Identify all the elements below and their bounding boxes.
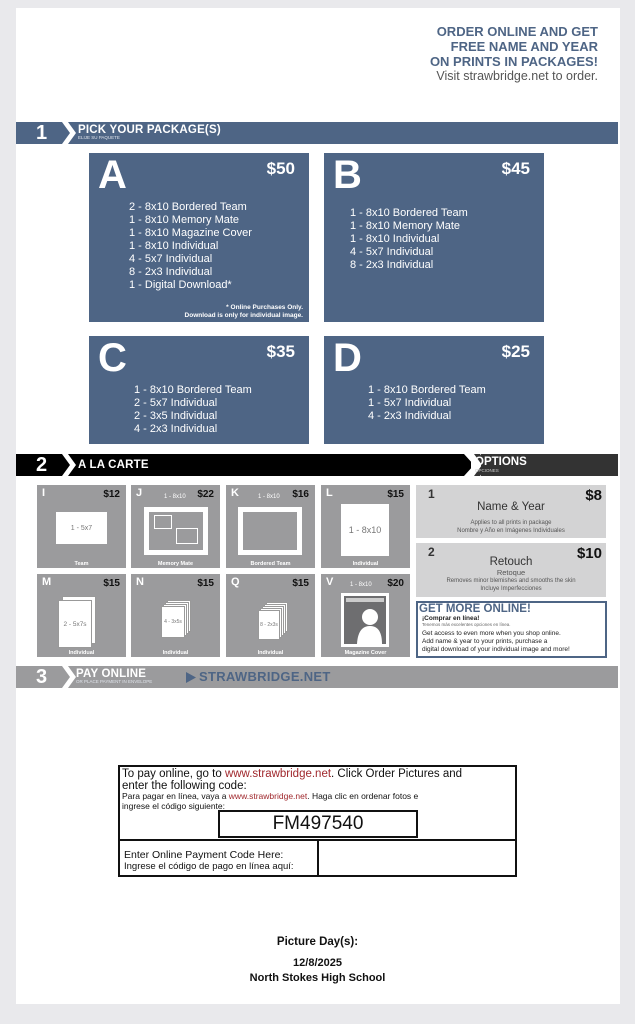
section-1-subtitle: ELIJE SU PAQUETE xyxy=(78,135,120,140)
promo-visit: Visit strawbridge.net to order. xyxy=(436,69,598,83)
get-more-title: GET MORE ONLINE! xyxy=(419,603,531,615)
package-price: $45 xyxy=(501,159,530,178)
package-item: 1 - 8x10 Bordered Team xyxy=(368,384,486,396)
package-letter: C xyxy=(98,336,127,380)
package-letter: D xyxy=(333,336,362,380)
enter-code-label-en: Enter Online Payment Code Here: xyxy=(124,849,284,861)
carte-item-m[interactable] xyxy=(37,574,126,657)
carte-price: $16 xyxy=(292,489,309,500)
package-item: 4 - 5x7 Individual xyxy=(129,253,213,265)
package-items xyxy=(350,207,468,272)
carte-item-k[interactable] xyxy=(226,485,315,568)
package-item: 1 - 8x10 Individual xyxy=(129,240,219,252)
memory-photo-icon xyxy=(176,528,198,544)
carte-price: $15 xyxy=(197,578,214,589)
option-name-year[interactable] xyxy=(416,485,606,538)
pay-text: Para pagar en línea, vaya a xyxy=(122,791,229,801)
photo-5x7-icon xyxy=(56,512,107,544)
photo-stack-icon xyxy=(258,610,280,640)
carte-item-j[interactable] xyxy=(131,485,220,568)
carte-letter: L xyxy=(326,487,333,499)
enter-code-label-es: Ingrese el código de pago en línea aquí: xyxy=(124,861,294,872)
section-1-number: 1 xyxy=(16,122,64,144)
pay-instructions-en xyxy=(122,768,514,792)
carte-size: 2 - 5x7s xyxy=(63,620,87,628)
section-2-bar xyxy=(16,454,618,476)
carte-caption: Memory Mate xyxy=(157,561,194,567)
carte-size: 1 - 8x10 xyxy=(348,525,382,535)
carte-item-n[interactable] xyxy=(131,574,220,657)
option-name: Name & Year xyxy=(477,501,545,513)
promo-line-2: FREE NAME AND YEAR xyxy=(450,39,598,54)
get-more-line: Add name & year to your prints, purchase a xyxy=(422,638,548,645)
option-retouch[interactable] xyxy=(416,543,606,597)
carte-price: $22 xyxy=(197,489,214,500)
package-letter: A xyxy=(98,153,127,197)
bordered-team-icon xyxy=(238,507,302,555)
photo-stack-icon xyxy=(161,606,185,638)
payment-code: FM497540 xyxy=(218,810,418,838)
pay-instructions-es xyxy=(122,791,514,811)
carte-letter: I xyxy=(42,487,46,499)
get-more-body xyxy=(422,630,608,654)
get-more-es-title: ¡Comprar en línea! xyxy=(422,615,480,622)
package-note-line: Download is only for individual image. xyxy=(184,312,303,319)
carte-letter: M xyxy=(42,576,52,588)
section-2-title: A LA CARTE xyxy=(78,459,149,471)
package-items xyxy=(134,384,252,436)
package-item: 1 - Digital Download* xyxy=(129,279,232,291)
options-title: OPTIONS xyxy=(475,456,527,468)
section-1-title: PICK YOUR PACKAGE(S) xyxy=(78,124,221,136)
option-number: 1 xyxy=(428,487,435,501)
option-name-spanish: Retoque xyxy=(496,568,526,577)
picture-day-date: 12/8/2025 xyxy=(293,957,342,969)
option-desc: Nombre y Año en Imágenes Individuales xyxy=(457,528,565,534)
get-more-es-sub: Tenemos más excelentes opciones en línea. xyxy=(422,622,511,627)
carte-caption: Team xyxy=(74,561,89,567)
options-subtitle: OPCIONES xyxy=(475,468,499,473)
photo-stack-icon xyxy=(58,600,92,648)
section-divider-icon xyxy=(62,454,76,476)
package-item: 4 - 2x3 Individual xyxy=(368,410,452,422)
carte-letter: K xyxy=(231,487,239,499)
package-item: 4 - 5x7 Individual xyxy=(350,246,434,258)
carte-price: $15 xyxy=(292,578,309,589)
carte-size: 1 - 8x10 xyxy=(350,582,372,588)
carte-price: $20 xyxy=(387,578,404,589)
option-price: $10 xyxy=(576,545,602,562)
option-desc: Removes minor blemishes and smooths the skin xyxy=(446,578,576,584)
divider xyxy=(317,839,319,875)
section-divider-icon xyxy=(62,122,76,144)
package-item: 1 - 8x10 Bordered Team xyxy=(350,207,468,219)
package-item: 1 - 8x10 Bordered Team xyxy=(134,384,252,396)
package-item: 1 - 8x10 Individual xyxy=(350,233,440,245)
package-items xyxy=(368,384,486,423)
strawbridge-link[interactable]: www.strawbridge.net xyxy=(224,768,332,780)
carte-caption: Magazine Cover xyxy=(344,650,387,656)
photo-8x10-icon xyxy=(341,504,389,556)
package-item: 1 - 8x10 Magazine Cover xyxy=(129,227,252,239)
section-divider-icon xyxy=(62,666,76,688)
carte-price: $15 xyxy=(103,578,120,589)
section-3-bar xyxy=(16,666,618,688)
carte-price: $12 xyxy=(103,489,120,500)
package-note-line: * Online Purchases Only. xyxy=(226,304,303,311)
carte-caption: Individual xyxy=(162,650,189,656)
package-item: 1 - 8x10 Memory Mate xyxy=(350,220,461,232)
pay-text: . Haga clic en ordenar fotos e xyxy=(307,791,419,801)
section-3-subtitle: OR PLACE PAYMENT IN ENVELOPE xyxy=(76,679,153,684)
carte-size: 8 - 2x3s xyxy=(260,622,278,628)
pay-text: ingrese el código siguiente: xyxy=(122,801,226,811)
magazine-title-icon xyxy=(346,598,384,602)
carte-letter: V xyxy=(326,576,334,588)
package-item: 2 - 5x7 Individual xyxy=(134,397,218,409)
promo-block xyxy=(430,24,598,84)
carte-item-v[interactable] xyxy=(321,574,410,657)
option-desc: Applies to all prints in package xyxy=(470,520,552,526)
carte-caption: Individual xyxy=(352,561,379,567)
package-item: 4 - 2x3 Individual xyxy=(134,423,218,435)
carte-size: 1 - 8x10 xyxy=(164,494,186,500)
promo-line-1: ORDER ONLINE AND GET xyxy=(436,24,598,39)
strawbridge-brand[interactable]: STRAWBRIDGE.NET xyxy=(199,669,331,684)
picture-day-label: Picture Day(s): xyxy=(276,936,359,948)
package-items xyxy=(129,201,252,292)
carte-size: 1 - 8x10 xyxy=(258,494,280,500)
package-b[interactable] xyxy=(324,153,544,322)
package-item: 2 - 3x5 Individual xyxy=(134,410,218,422)
carte-item-l[interactable] xyxy=(321,485,410,568)
carte-letter: N xyxy=(136,576,144,588)
option-price: $8 xyxy=(585,487,602,504)
strawbridge-link[interactable]: www.strawbridge.net xyxy=(228,791,308,801)
carte-size: 1 - 5x7 xyxy=(70,524,93,532)
package-price: $50 xyxy=(266,159,295,178)
package-item: 8 - 2x3 Individual xyxy=(350,259,434,271)
carte-item-q[interactable] xyxy=(226,574,315,657)
school-name: North Stokes High School xyxy=(249,972,386,984)
magazine-cover-icon xyxy=(341,593,389,647)
get-more-line: digital download of your individual image and more! xyxy=(422,646,570,653)
package-item: 1 - 5x7 Individual xyxy=(368,397,452,409)
package-note xyxy=(185,304,303,320)
get-more-line: Get access to even more when you shop online. xyxy=(422,630,561,637)
section-3-title: PAY ONLINE xyxy=(76,668,147,680)
carte-caption: Individual xyxy=(68,650,95,656)
carte-item-i[interactable] xyxy=(37,485,126,568)
package-price: $25 xyxy=(501,342,530,361)
payment-box xyxy=(118,765,517,877)
section-1-bar xyxy=(16,122,618,144)
package-letter: B xyxy=(333,153,362,197)
memory-photo-icon xyxy=(154,515,172,529)
section-3-number: 3 xyxy=(36,666,48,688)
promo-line-3: ON PRINTS IN PACKAGES! xyxy=(429,54,598,69)
payment-code-input[interactable] xyxy=(320,841,515,875)
package-item: 2 - 8x10 Bordered Team xyxy=(129,201,247,213)
package-a[interactable] xyxy=(89,153,309,322)
carte-letter: J xyxy=(136,487,143,499)
carte-caption: Bordered Team xyxy=(250,561,291,567)
carte-letter: Q xyxy=(231,576,240,588)
pay-text: enter the following code: xyxy=(122,780,247,792)
pay-text: To pay online, go to xyxy=(122,768,225,780)
memory-mate-icon xyxy=(144,507,208,555)
play-arrow-icon xyxy=(186,672,196,683)
package-c[interactable] xyxy=(89,336,309,444)
package-price: $35 xyxy=(266,342,295,361)
option-desc: Incluye Imperfecciones xyxy=(480,586,542,592)
carte-size: 4 - 3x5s xyxy=(164,619,182,625)
option-name: Retouch xyxy=(489,556,533,568)
pay-text: . Click Order Pictures and xyxy=(331,768,463,780)
carte-caption: Individual xyxy=(257,650,284,656)
section-2-number: 2 xyxy=(36,454,48,476)
person-silhouette-icon xyxy=(356,606,382,644)
option-number: 2 xyxy=(428,545,435,559)
carte-price: $15 xyxy=(387,489,404,500)
package-item: 1 - 8x10 Memory Mate xyxy=(129,214,240,226)
get-more-online-box xyxy=(416,601,607,658)
package-item: 8 - 2x3 Individual xyxy=(129,266,213,278)
package-d[interactable] xyxy=(324,336,544,444)
